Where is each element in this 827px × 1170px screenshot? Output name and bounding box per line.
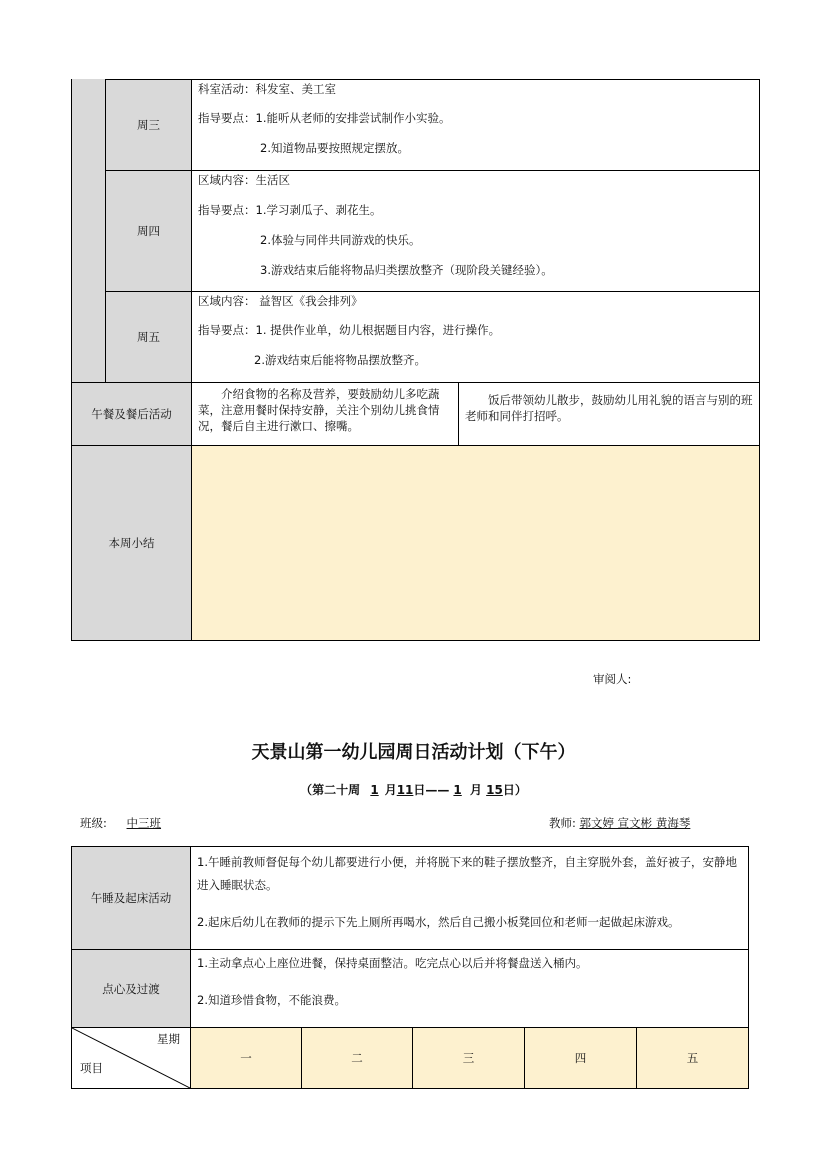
class-value: 中三班: [126, 816, 162, 830]
wed-line-1: 科室活动：科发室、美工室: [198, 82, 336, 96]
summary-label: 本周小结: [108, 536, 155, 550]
snack-label: 点心及过渡: [102, 981, 160, 996]
week-suffix: 日）: [502, 783, 527, 797]
month-char: 月: [384, 783, 397, 797]
month-char-2: 月: [465, 783, 487, 797]
class-info: [80, 816, 207, 830]
content-cell-thu: [191, 170, 760, 292]
day-cell-wed: [105, 79, 192, 171]
fri-line-1: 区域内容： 益智区《我会排列》: [198, 294, 363, 308]
wed-line-3: 2.知道物品要按照规定摆放。: [260, 141, 409, 155]
week-line: [0, 782, 827, 798]
day-header-label: 一: [240, 1051, 252, 1065]
weekday-header-label: 星期: [157, 1032, 180, 1046]
content-cell-wed: [191, 79, 760, 171]
end-day: 15: [486, 783, 503, 797]
teacher-info: [549, 816, 690, 830]
teacher-label: 教师:: [549, 816, 576, 830]
diagonal-header-cell: [71, 1027, 191, 1089]
class-label: 班级:: [80, 816, 107, 830]
week-prefix: （第二十周: [300, 783, 365, 797]
start-day: 11: [396, 783, 414, 797]
thu-line-3: 2.体验与同伴共同游戏的快乐。: [260, 233, 421, 247]
end-month: 1: [453, 783, 462, 797]
day-header-thu: [524, 1027, 637, 1089]
day-header-label: 五: [686, 1051, 699, 1065]
day-header-label: 二: [351, 1051, 363, 1065]
reviewer-label: 审阅人:: [593, 672, 632, 686]
lunch-right-text: 饭后带领幼儿散步，鼓励幼儿用礼貌的语言与别的班老师和同伴打招呼。: [465, 393, 753, 423]
day-label: 周五: [137, 330, 160, 344]
start-month: 1: [370, 783, 379, 797]
nap-p2: 2.起床后幼儿在教师的提示下先上厕所再喝水，然后自己搬小板凳回位和老师一起做起床游戏。: [197, 915, 680, 929]
snack-p2: 2.知道珍惜食物，不能浪费。: [197, 993, 346, 1007]
lunch-right-cell: [458, 382, 760, 446]
day-header-tue: [301, 1027, 413, 1089]
day-header-wed: [412, 1027, 525, 1089]
lunch-label-cell: [71, 382, 192, 446]
day-header-fri: [636, 1027, 749, 1089]
nap-label: 午睡及起床活动: [90, 891, 172, 905]
nap-content-cell: [190, 846, 749, 950]
day-dash: 日——: [413, 783, 450, 797]
content-cell-fri: [191, 291, 760, 383]
day-header-mon: [190, 1027, 302, 1089]
lunch-left-cell: [191, 382, 459, 446]
day-label: 周三: [137, 118, 160, 132]
left-margin-column: [71, 79, 106, 382]
summary-label-cell: [71, 445, 192, 641]
snack-p1: 1.主动拿点心上座位进餐，保持桌面整洁。吃完点心以后并将餐盘送入桶内。: [197, 956, 588, 970]
thu-line-2: 指导要点：1.学习剥瓜子、剥花生。: [198, 203, 382, 217]
item-header-label: 项目: [80, 1061, 103, 1075]
thu-line-4: 3.游戏结束后能将物品归类摆放整齐（现阶段关键经验）。: [260, 263, 553, 277]
day-cell-thu: [105, 170, 192, 292]
thu-line-1: 区域内容：生活区: [198, 173, 290, 187]
summary-content-cell[interactable]: [191, 445, 760, 641]
teacher-names: 郭文婷 宣文彬 黄海琴: [579, 816, 691, 830]
day-cell-fri: [105, 291, 192, 383]
lunch-label: 午餐及餐后活动: [91, 407, 172, 421]
day-header-label: 四: [574, 1051, 587, 1065]
snack-label-cell: [71, 949, 191, 1028]
day-header-label: 三: [462, 1051, 475, 1065]
day-label: 周四: [137, 224, 160, 238]
plan-title: 天景山第一幼儿园周日活动计划（下午）: [251, 742, 576, 763]
snack-content-cell: [190, 949, 749, 1028]
lunch-left-text: 介绍食物的名称及营养，要鼓励幼儿多吃蔬菜，注意用餐时保持安静，关注个别幼儿挑食情况，餐后自主进行漱口、擦嘴。: [198, 387, 440, 433]
nap-label-cell: [71, 846, 191, 950]
wed-line-2: 指导要点：1.能听从老师的安排尝试制作小实验。: [198, 111, 451, 125]
nap-p1: 1.午睡前教师督促每个幼儿都要进行小便，并将脱下来的鞋子摆放整齐，自主穿脱外套，盖好被子，安静地进入睡眠状态。: [197, 855, 737, 892]
fri-line-3: 2.游戏结束后能将物品摆放整齐。: [254, 353, 426, 367]
fri-line-2: 指导要点：1. 提供作业单，幼儿根据题目内容，进行操作。: [198, 323, 501, 337]
